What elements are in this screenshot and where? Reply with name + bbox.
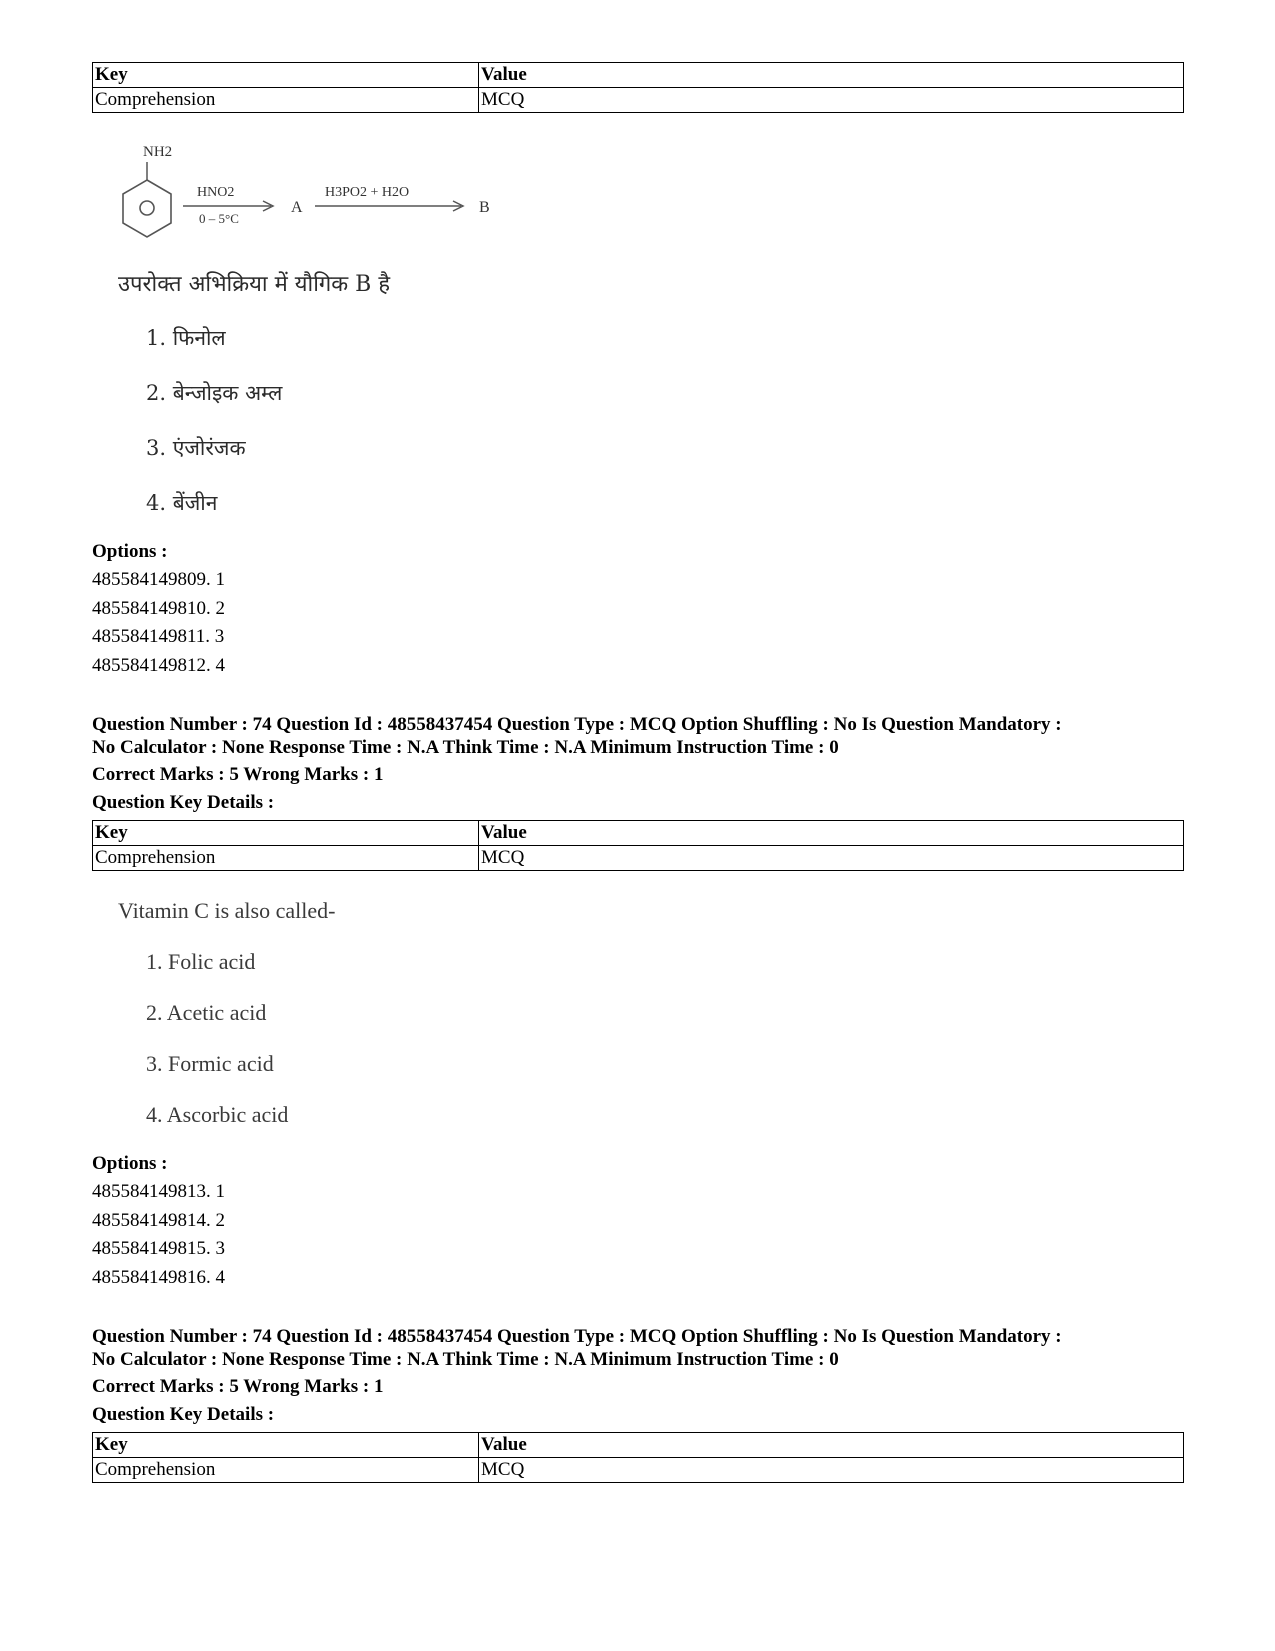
- product-label: B: [479, 199, 490, 216]
- value-header: Value: [479, 821, 1184, 846]
- question-stem: Vitamin C is also called-: [118, 898, 336, 923]
- key-cell: Comprehension: [93, 846, 479, 871]
- key-table-74b: [92, 1432, 1183, 1483]
- step1-reagent: HNO2: [197, 185, 235, 200]
- value-cell: MCQ: [479, 1458, 1184, 1483]
- choice-2: 2. Acetic acid: [146, 1000, 267, 1025]
- benzene-ring: [123, 180, 171, 237]
- question-74b-meta: [92, 1325, 1183, 1429]
- choice-4: 4. बेंजीन: [146, 491, 218, 515]
- choice-3: 3. एंजोरंजक: [146, 436, 246, 460]
- option-id-2: 485584149810. 2: [92, 597, 225, 619]
- value-cell: MCQ: [479, 846, 1184, 871]
- option-id-1: 485584149809. 1: [92, 569, 225, 590]
- option-id-3: 485584149811. 3: [92, 626, 225, 648]
- key-details-label: Question Key Details :: [92, 1404, 275, 1425]
- value-cell: MCQ: [479, 88, 1184, 113]
- question-74-meta: [92, 713, 1183, 817]
- options-title: Options :: [92, 541, 168, 562]
- meta-line-1: Question Number : 74 Question Id : 48558437454 Question Type : MCQ Option Shuffling : No Is Question Mandatory :: [92, 1326, 1062, 1347]
- question-73-body: [92, 262, 692, 532]
- step2-reagent: H3PO2 + H2O: [325, 185, 410, 200]
- option-id-2: 485584149814. 2: [92, 1209, 225, 1231]
- nh2-label: NH2: [143, 144, 173, 160]
- choice-1: 1. फिनोल: [146, 326, 226, 350]
- key-cell: Comprehension: [93, 1458, 479, 1483]
- choice-4: 4. Ascorbic acid: [146, 1102, 289, 1127]
- intermediate-label: A: [291, 199, 303, 216]
- option-id-4: 485584149812. 4: [92, 654, 225, 676]
- choice-3: 3. Formic acid: [146, 1051, 274, 1076]
- options-title: Options :: [92, 1153, 168, 1174]
- question-74-body: [92, 896, 692, 1141]
- key-header: Key: [93, 63, 479, 88]
- choice-1: 1. Folic acid: [146, 949, 256, 974]
- key-header: Key: [93, 821, 479, 846]
- value-header: Value: [479, 1433, 1184, 1458]
- marks-line: Correct Marks : 5 Wrong Marks : 1: [92, 764, 384, 785]
- option-id-3: 485584149815. 3: [92, 1238, 225, 1260]
- question-stem: उपरोक्त अभिक्रिया में यौगिक B है: [118, 272, 391, 297]
- meta-line-2: No Calculator : None Response Time : N.A Think Time : N.A Minimum Instruction Time : 0: [92, 1349, 839, 1370]
- meta-line-2: No Calculator : None Response Time : N.A Think Time : N.A Minimum Instruction Time : 0: [92, 737, 839, 758]
- options-block-73: [92, 538, 1183, 680]
- key-table-74: [92, 820, 1183, 871]
- option-id-4: 485584149816. 4: [92, 1266, 225, 1288]
- step1-condition: 0 – 5°C: [199, 211, 239, 226]
- key-table-top: [92, 62, 1183, 113]
- reaction-scheme: [105, 138, 525, 253]
- reaction-diagram: [105, 138, 525, 253]
- marks-line: Correct Marks : 5 Wrong Marks : 1: [92, 1376, 384, 1397]
- option-id-1: 485584149813. 1: [92, 1181, 225, 1202]
- key-details-label: Question Key Details :: [92, 792, 275, 813]
- options-block-74: [92, 1150, 1183, 1292]
- key-header: Key: [93, 1433, 479, 1458]
- meta-line-1: Question Number : 74 Question Id : 48558437454 Question Type : MCQ Option Shuffling : No Is Question Mandatory :: [92, 714, 1062, 735]
- value-header: Value: [479, 63, 1184, 88]
- choice-2: 2. बेन्जोइक अम्ल: [146, 381, 283, 405]
- key-cell: Comprehension: [93, 88, 479, 113]
